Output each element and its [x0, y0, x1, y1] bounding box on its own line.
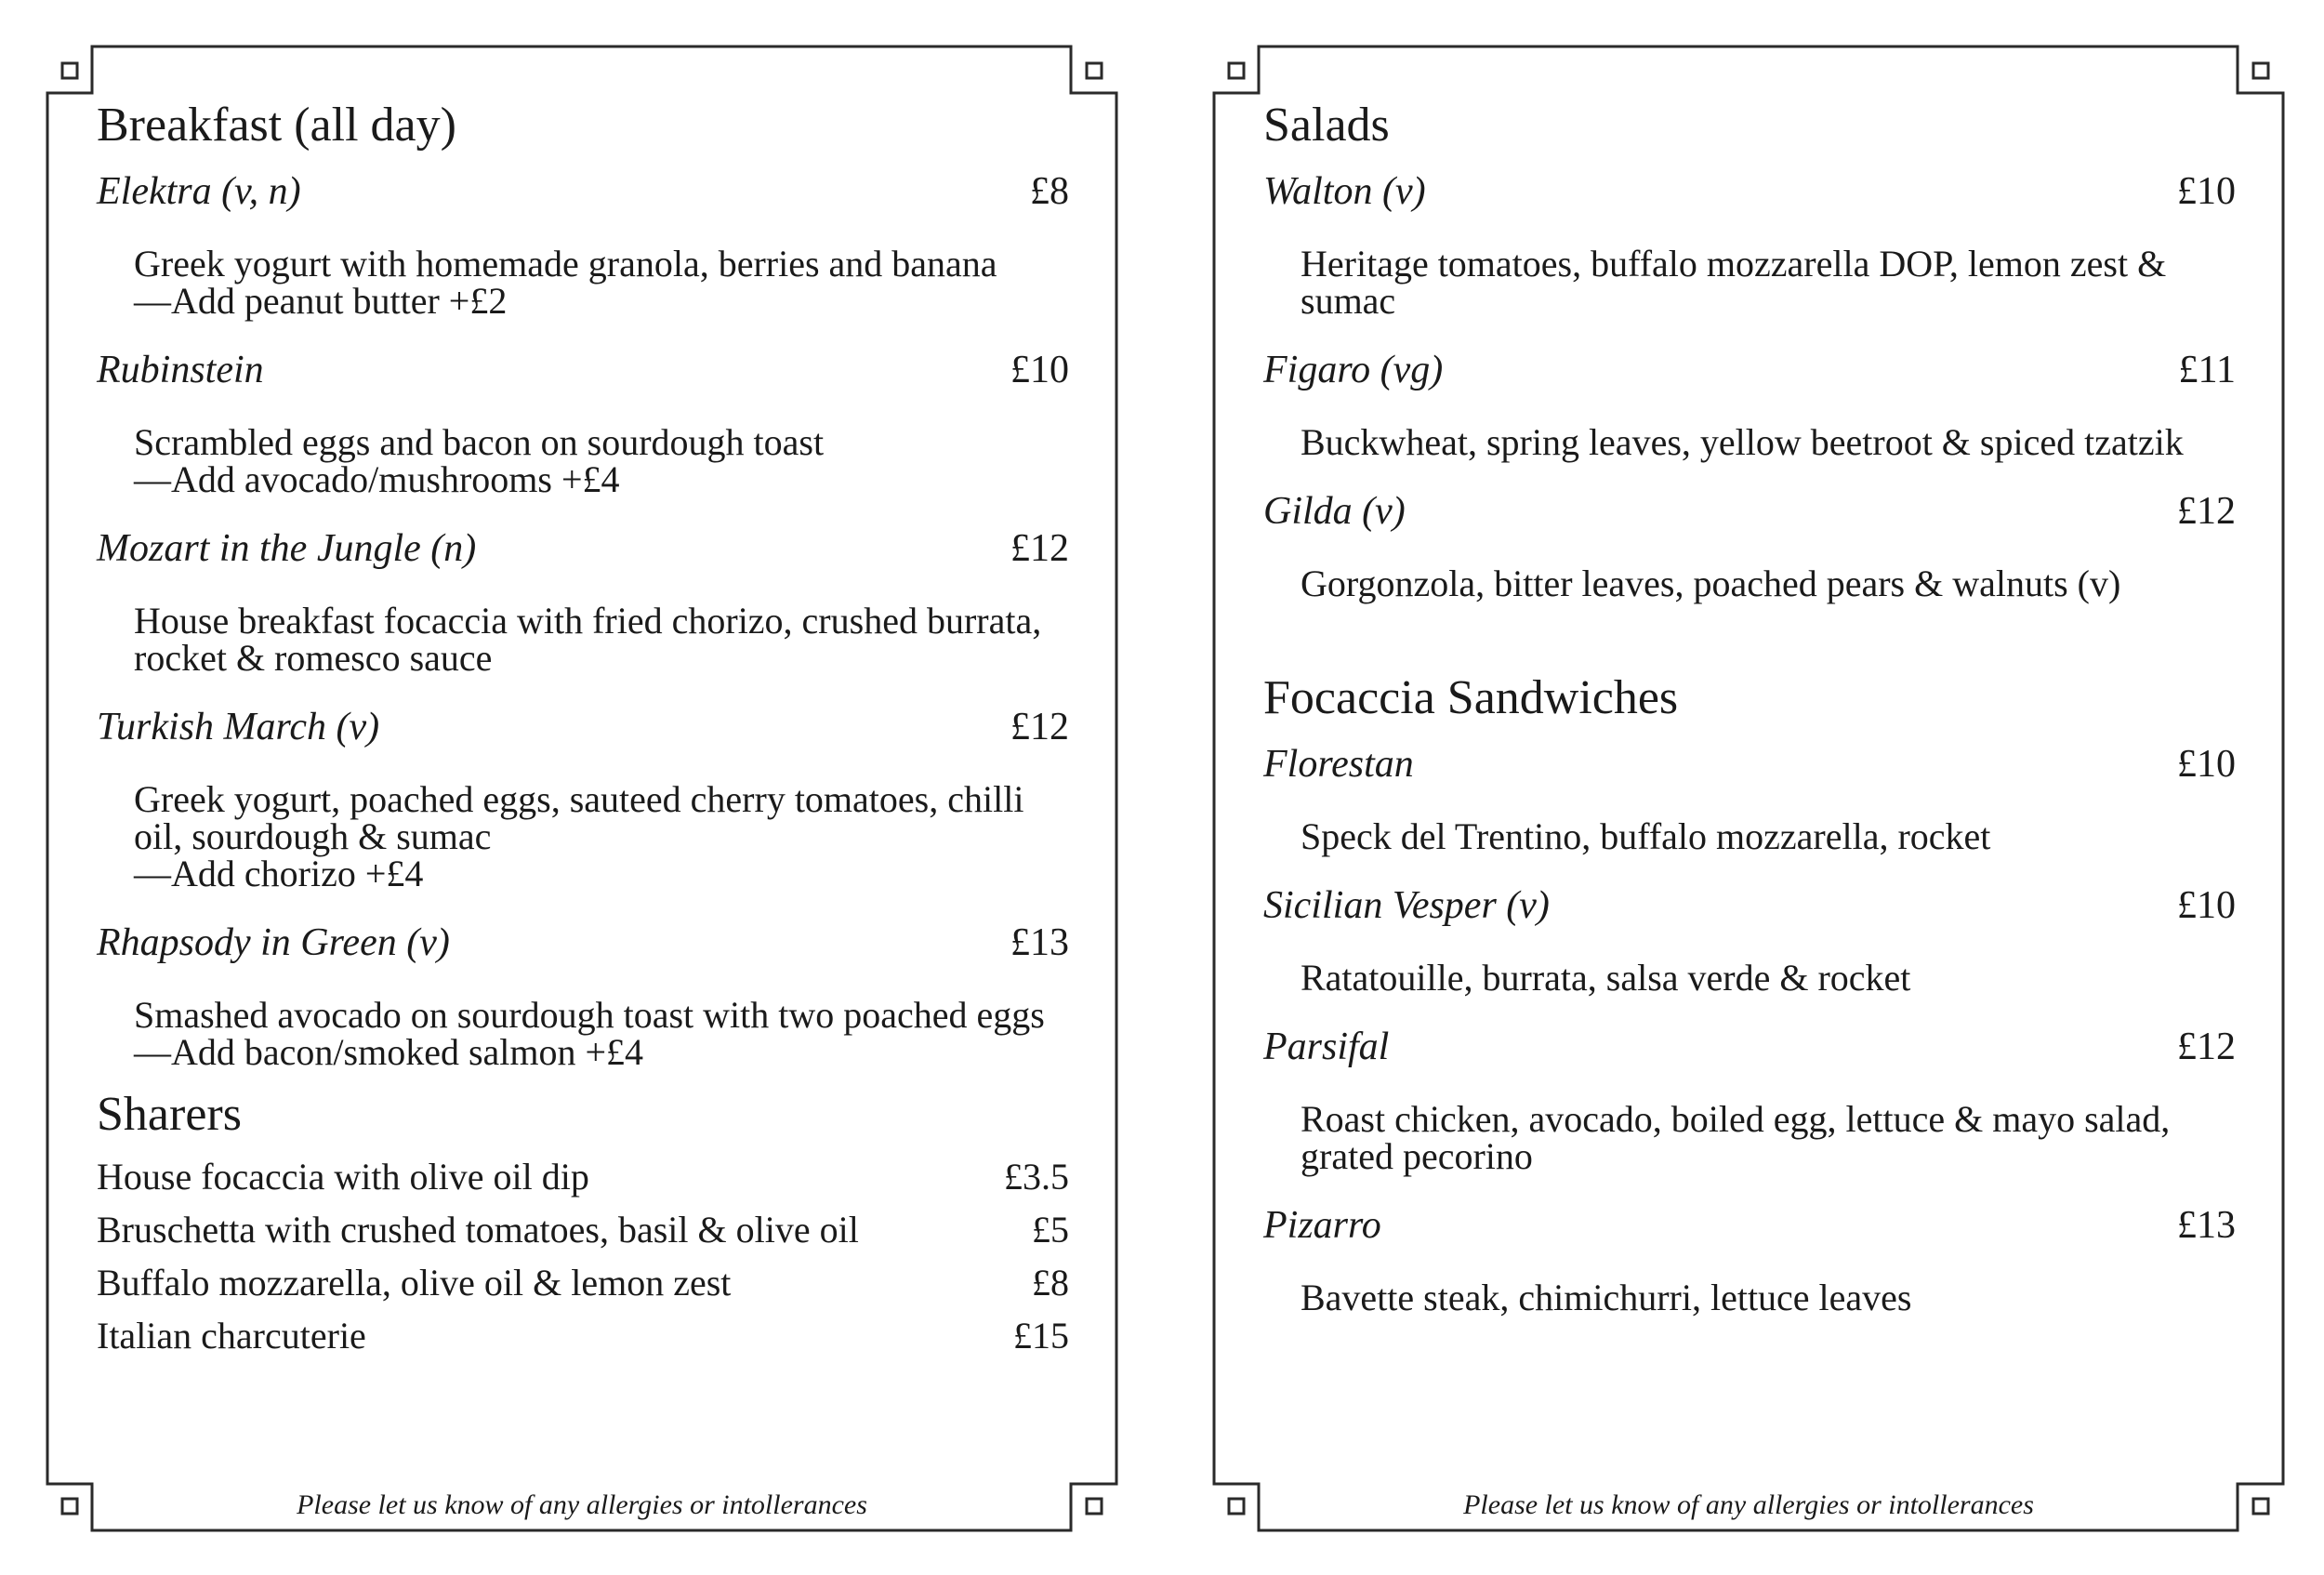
menu-item-rubinstein	[97, 348, 1069, 498]
sharer-item	[97, 1208, 1069, 1261]
item-description-line: Greek yogurt, poached eggs, sauteed cherry tomatoes, chilli	[134, 778, 1024, 820]
item-description-line: Gorgonzola, bitter leaves, poached pears & walnuts (v)	[1301, 562, 2121, 604]
item-price: £8	[1030, 170, 1069, 213]
item-price: £10	[2177, 884, 2236, 927]
item-price: £11	[2178, 349, 2236, 391]
item-description-line: Bavette steak, chimichurri, lettuce leaves	[1301, 1277, 1912, 1318]
item-description-line: Smashed avocado on sourdough toast with two poached eggs	[134, 994, 1045, 1036]
menu-item-walton	[1263, 169, 2236, 320]
item-price: £12	[2177, 1026, 2236, 1068]
item-name: Pizarro	[1263, 1204, 1381, 1247]
item-name: Turkish March (v)	[97, 706, 380, 748]
sharer-item	[97, 1314, 1069, 1367]
item-name: Sicilian Vesper (v)	[1263, 884, 1550, 927]
sharer-name: Buffalo mozzarella, olive oil & lemon zest	[97, 1262, 732, 1304]
menu-item-florestan	[1263, 742, 2236, 855]
item-price: £12	[1010, 527, 1069, 570]
item-description-line: Heritage tomatoes, buffalo mozzarella DOP, lemon zest &	[1301, 243, 2167, 285]
item-description-line: Ratatouille, burrata, salsa verde & rocket	[1301, 957, 1911, 999]
menu-item-rhapsody-in-green	[97, 920, 1069, 1071]
menu-page-left	[47, 46, 1116, 1530]
sharer-item	[97, 1155, 1069, 1208]
sharer-name: House focaccia with olive oil dip	[97, 1156, 589, 1198]
item-name: Figaro (vg)	[1263, 349, 1444, 391]
menu-item-turkish-march	[97, 705, 1069, 893]
item-addon-line: —Add bacon/smoked salmon +£4	[134, 1031, 644, 1073]
item-price: £10	[1010, 349, 1069, 391]
item-description-line: rocket & romesco sauce	[134, 637, 493, 679]
menu-item-sicilian-vesper	[1263, 883, 2236, 997]
item-name: Gilda (v)	[1263, 490, 1406, 533]
menu-item-pizarro	[1263, 1203, 2236, 1317]
item-name: Mozart in the Jungle (n)	[97, 527, 477, 570]
item-price: £12	[2177, 490, 2236, 533]
item-price: £13	[2177, 1204, 2236, 1247]
item-description-line: sumac	[1301, 280, 1396, 322]
item-description-line: Scrambled eggs and bacon on sourdough toast	[134, 421, 825, 463]
sharer-item	[97, 1261, 1069, 1314]
menu-item-elektra	[97, 169, 1069, 320]
menu-item-mozart-in-the-jungle	[97, 526, 1069, 677]
sharer-price: £8	[1032, 1262, 1069, 1304]
menu-page-right	[1214, 46, 2283, 1530]
menu-item-figaro	[1263, 348, 2236, 461]
item-price: £10	[2177, 743, 2236, 786]
sharer-price: £5	[1032, 1209, 1069, 1251]
allergy-note: Please let us know of any allergies or intollerances	[1463, 1489, 2034, 1520]
sharer-price: £3.5	[1004, 1156, 1069, 1198]
item-name: Florestan	[1263, 743, 1414, 786]
menu-item-gilda	[1263, 489, 2236, 602]
item-name: Rhapsody in Green (v)	[97, 921, 450, 964]
allergy-note: Please let us know of any allergies or intollerances	[297, 1489, 867, 1520]
menu-item-parsifal	[1263, 1025, 2236, 1175]
item-name: Walton (v)	[1263, 170, 1426, 213]
section-title-sharers: Sharers	[97, 1088, 242, 1141]
sharer-name: Bruschetta with crushed tomatoes, basil & olive oil	[97, 1209, 859, 1251]
item-price: £10	[2177, 170, 2236, 213]
section-title-focaccia-sandwiches: Focaccia Sandwiches	[1263, 671, 1679, 724]
item-price: £13	[1010, 921, 1069, 964]
item-description-line: Speck del Trentino, buffalo mozzarella, rocket	[1301, 815, 1991, 857]
section-title-salads: Salads	[1263, 99, 1390, 152]
item-name: Elektra (v, n)	[97, 170, 301, 213]
item-description-line: Roast chicken, avocado, boiled egg, lettuce & mayo salad,	[1301, 1098, 2171, 1140]
sharer-price: £15	[1013, 1315, 1069, 1357]
item-addon-line: —Add peanut butter +£2	[134, 280, 508, 322]
item-price: £12	[1010, 706, 1069, 748]
item-description-line: Greek yogurt with homemade granola, berries and banana	[134, 243, 997, 285]
sharers-list	[97, 1155, 1069, 1367]
section-title-breakfast: Breakfast (all day)	[97, 99, 456, 152]
item-description-line: oil, sourdough & sumac	[134, 815, 492, 857]
item-addon-line: —Add chorizo +£4	[134, 853, 424, 894]
item-description-line: grated pecorino	[1301, 1135, 1533, 1177]
item-addon-line: —Add avocado/mushrooms +£4	[134, 458, 620, 500]
item-description-line: House breakfast focaccia with fried chorizo, crushed burrata,	[134, 600, 1042, 642]
item-name: Parsifal	[1263, 1026, 1390, 1068]
item-name: Rubinstein	[97, 349, 264, 391]
sharer-name: Italian charcuterie	[97, 1315, 366, 1357]
item-description-line: Buckwheat, spring leaves, yellow beetroot & spiced tzatzik	[1301, 421, 2184, 463]
